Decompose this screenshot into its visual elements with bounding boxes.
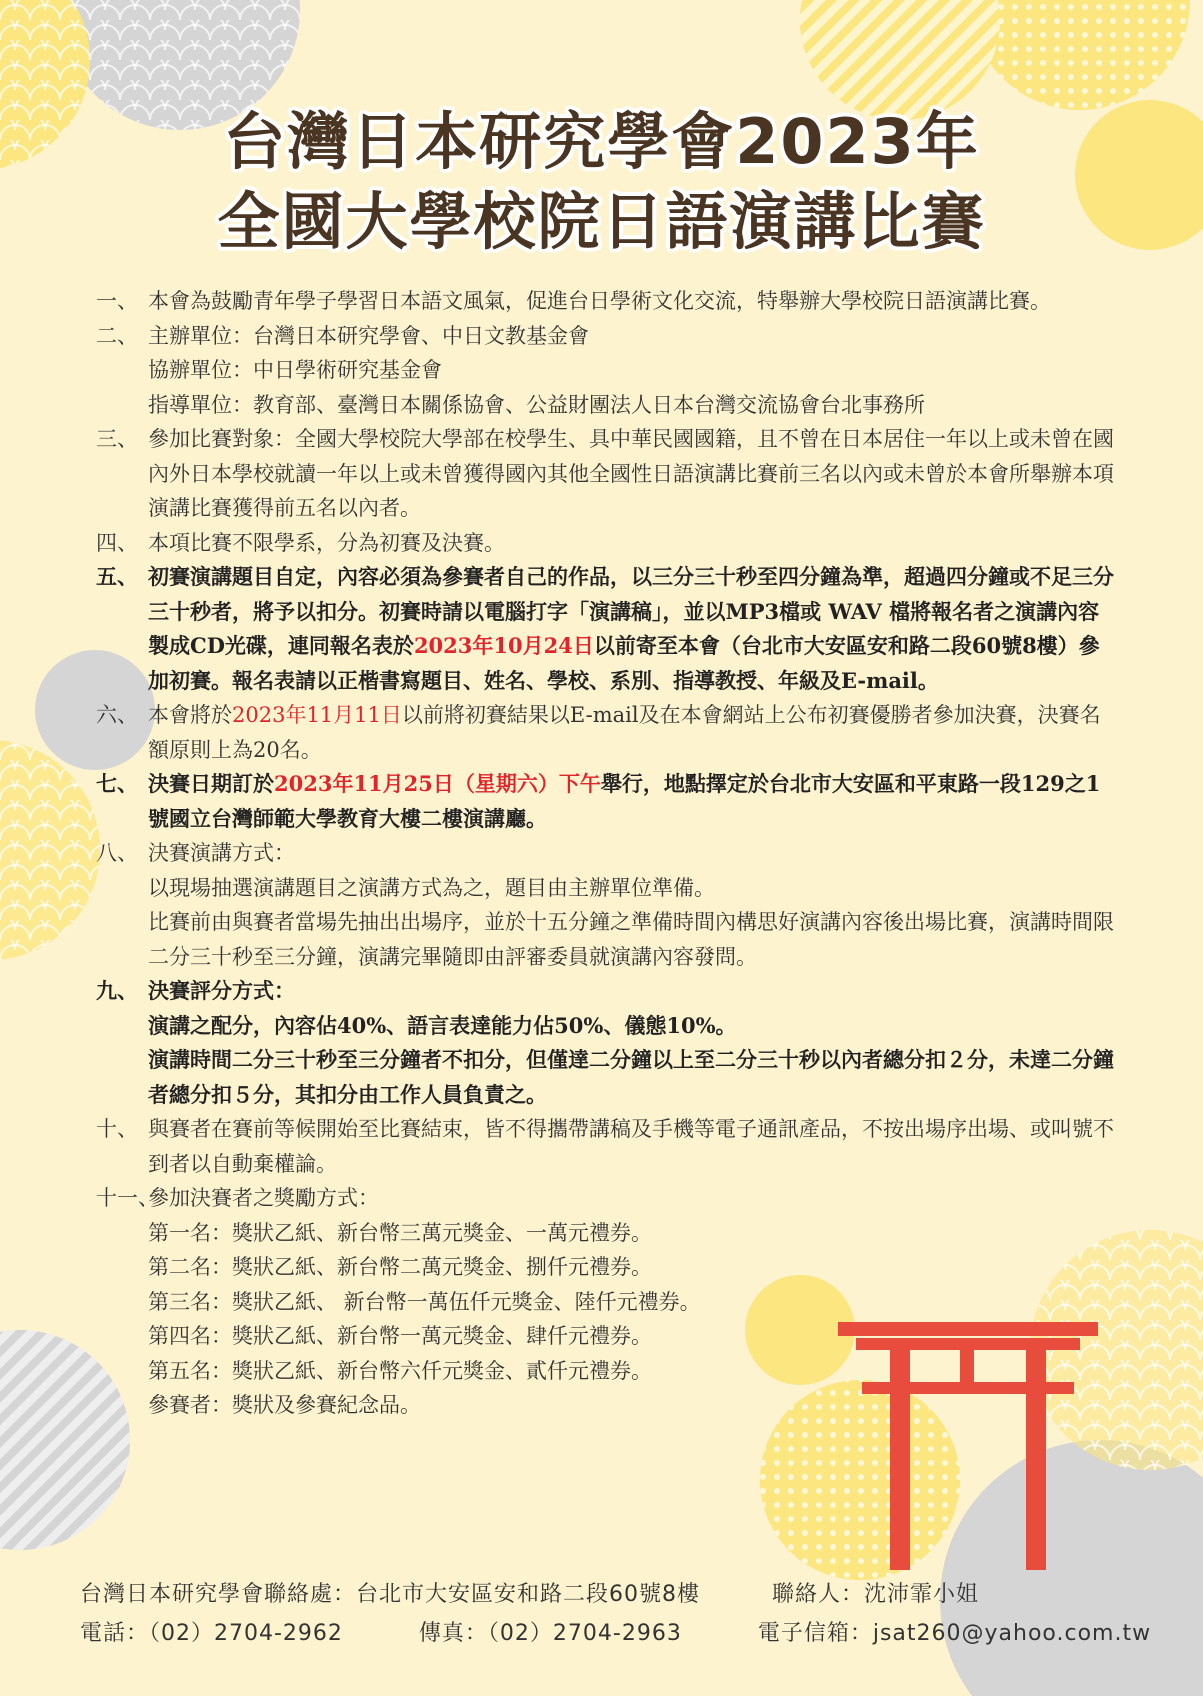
section-11: 十一、 參加決賽者之獎勵方式： <box>96 1186 379 1210</box>
section-2: 二、 主辦單位：台灣日本研究學會、中日文教基金會 <box>96 323 589 348</box>
footer-line-1 <box>80 1577 979 1608</box>
final-date: 2023年11月25日（星期六）下午 <box>274 771 601 796</box>
section-5: 五、 初賽演講題目自定，內容必須為參賽者自己的作品，以三分三十秒至四分鐘為準，超過四分鐘或不足三分三十秒者，將予以扣分。初賽時請以電腦打字「演講稿」，並以MP3檔或 WAV 檔將報名者之演講內容製成CD光碟，連同報名表於2023年10月24日以前寄至本會（台北市大安區安和路二段60號8樓）參加初賽。報名表請以正楷書寫題目、姓名、學校、系別、指導教授、年級及E-mail。 <box>96 564 1114 693</box>
footer-email[interactable]: 電子信箱：jsat260@yahoo.com.tw <box>757 1621 1152 1646</box>
deadline-date: 2023年10月24日 <box>413 633 594 658</box>
section-6: 六、 本會將於2023年11月11日以前將初賽結果以E-mail及在本會網站上公布初賽優勝者參加決賽，決賽名額原則上為20名。 <box>96 703 1101 762</box>
result-date: 2023年11月11日 <box>232 703 402 727</box>
section-8: 八、 決賽演講方式： <box>96 841 295 865</box>
prize-item: 第三名：獎狀乙紙、 新台幣一萬伍仟元獎金、陸仟元禮券。 <box>148 1289 701 1314</box>
section-3: 三、 參加比賽對象：全國大學校院大學部在校學生、具中華民國國籍，且不曾在日本居住一年以上或未曾在國內外日本學校就讀一年以上或未曾獲得國內其他全國性日語演講比賽前三名以內或未曾於本會所舉辦本項演講比賽獲得前五名以內者。 <box>96 427 1114 520</box>
section-4: 四、 本項比賽不限學系，分為初賽及決賽。 <box>96 530 505 555</box>
title-line-2: 全國大學校院日語演講比賽 <box>217 185 986 258</box>
section-2-advisor: 指導單位：教育部、臺灣日本關係協會、公益財團法人日本台灣交流協會台北事務所 <box>148 392 925 417</box>
rules-content: 一、 本會為鼓勵青年學子學習日本語文風氣，促進台日學術文化交流，特舉辦大學校院日語演講比賽。 二、 主辦單位：台灣日本研究學會、中日文教基金會 協辦單位：中日學術研究基金會 指導單位：教育部、臺灣日本關係協會、公益財團法人日本台灣交流協會台北事務所 三、 參加比賽對象：全國大學校院大學部在校學生、具中華民國國籍，且不曾在日本居住一年以上或未曾在國內外日本學校就讀一年以上或未曾獲得國內其他全國性日語演講比賽前三名以內或未曾於本會所舉辦本項演講比賽獲得前五名以內者。 四、 本項比賽不限學系，分為初賽及決賽。 五、 初賽演講題目自定，內容必須為參賽者自己的作品，以三分三十秒至四分鐘為準，超過四分鐘或不足三分三十秒者，將予以扣分。初賽時請以電腦打字「演講稿」，並以MP3檔或 WAV 檔將報名者之演講內容製成CD光碟，連同報名表於2023年10月24日以前寄至本會（台北市大安區安和路二段60號8樓）參加初賽。報名表請以正楷書寫題目、姓名、學校、系別、指導教授、年級及E-mail。 六、 本會將於2023年11月11日以前將初賽結果以E-mail及在本會網站上公布初賽優勝者參加決賽，決賽名額原則上為20名。 七、 決賽日期訂於2023年11月25日（星期六）下午舉行，地點擇定於台北市大安區和平東路一段129之1號國立台灣師範大學教育大樓二樓演講廳。 八、 決賽演講方式： 以現場抽選演講題目之演講方式為之，題目由主辦單位準備。 比賽前由與賽者當場先抽出出場序，並於十五分鐘之準備時間內構思好演講內容後出場比賽，演講時間限二分三十秒至三分鐘，演講完畢隨即由評審委員就演講內容發問。 九、 決賽評分方式： 演講之配分，內容佔40%、語言表達能力佔50%、儀態10%。 演講時間二分三十秒至三分鐘者不扣分，但僅達二分鐘以上至二分三十秒以內者總分扣２分，未達二分鐘者總分扣５分，其扣分由工作人員負責之。 十、 與賽者在賽前等候開始至比賽結束，皆不得攜帶講稿及手機等電子通訊產品，不按出場序出場、或叫號不到者以自動棄權論。 十一、 參加決賽者之獎勵方式： 第一名：獎狀乙紙、新台幣三萬元獎金、一萬元禮券。 第二名：獎狀乙紙、新台幣二萬元獎金、捌仟元禮券。 第三名：獎狀乙紙、 新台幣一萬伍仟元獎金、陸仟元禮券。 第四名：獎狀乙紙、新台幣一萬元獎金、肆仟元禮券。 第五名：獎狀乙紙、新台幣六仟元獎金、貳仟元禮券。 參賽者：獎狀及參賽紀念品。 <box>96 284 1116 1423</box>
footer-line-2 <box>80 1616 1151 1647</box>
section-1: 一、 本會為鼓勵青年學子學習日本語文風氣，促進台日學術文化交流，特舉辦大學校院日語演講比賽。 <box>96 289 1051 313</box>
prize-item: 第四名：獎狀乙紙、新台幣一萬元獎金、肆仟元禮券。 <box>148 1324 652 1348</box>
prize-item: 第一名：獎狀乙紙、新台幣三萬元獎金、一萬元禮券。 <box>148 1220 652 1245</box>
section-10: 十、 與賽者在賽前等候開始至比賽結束，皆不得攜帶講稿及手機等電子通訊產品，不按出場序出場、或叫號不到者以自動棄權論。 <box>96 1117 1114 1176</box>
section-9: 九、 決賽評分方式： <box>96 978 295 1003</box>
footer-contact: 聯絡人：沈沛霏小姐 <box>772 1582 980 1607</box>
footer-fax: 傳真：（02）2704-2963 <box>418 1621 682 1646</box>
footer-phone: 電話：（02）2704-2962 <box>80 1621 343 1646</box>
section-2-co-organizer: 協辦單位：中日學術研究基金會 <box>148 358 442 382</box>
section-7: 七、 決賽日期訂於2023年11月25日（星期六）下午舉行，地點擇定於台北市大安區和平東路一段129之1號國立台灣師範大學教育大樓二樓演講廳。 <box>96 771 1101 831</box>
footer-address: 台灣日本研究學會聯絡處：台北市大安區安和路二段60號8樓 <box>80 1582 700 1607</box>
prize-item: 第二名：獎狀乙紙、新台幣二萬元獎金、捌仟元禮券。 <box>148 1255 652 1279</box>
prize-item: 第五名：獎狀乙紙、新台幣六仟元獎金、貳仟元禮券。 <box>148 1358 652 1383</box>
title-line-1: 台灣日本研究學會2023年 <box>223 105 980 178</box>
prize-item: 參賽者：獎狀及參賽紀念品。 <box>148 1393 421 1417</box>
